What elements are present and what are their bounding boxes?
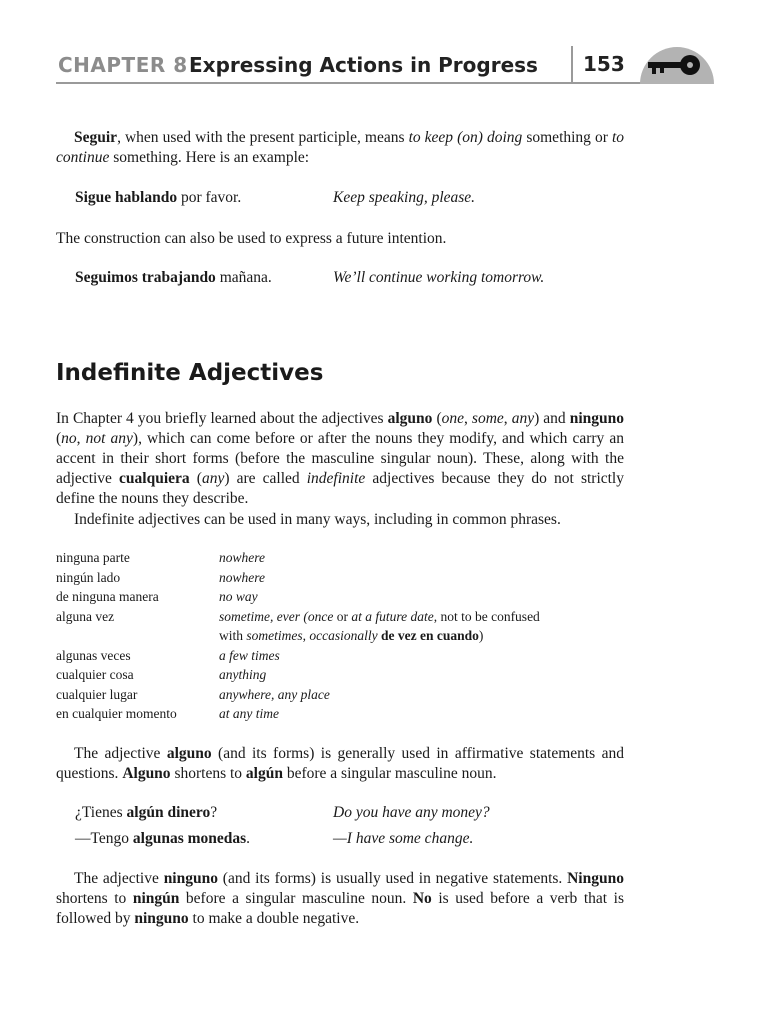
vocab-row — [56, 685, 636, 705]
example-bold: algunas monedas — [132, 830, 247, 847]
text-run: ( — [189, 470, 202, 487]
emphasis: not any — [85, 430, 133, 447]
vocab-spanish: cualquier lugar — [56, 686, 138, 702]
text-run: sometimes — [246, 628, 303, 643]
text-run: (and its forms) is usually used in negative statements. — [217, 870, 568, 887]
vocab-row — [56, 646, 636, 666]
emphasis: some — [471, 410, 504, 427]
emphasis: any — [511, 410, 535, 427]
text-run: In Chapter 4 you briefly learned about the adjectives — [56, 410, 388, 427]
emphasis: to keep (on) doing — [408, 129, 523, 146]
text-run: something or — [522, 129, 612, 146]
text-run: ) — [478, 628, 484, 643]
example-bold: Seguimos trabajando — [75, 269, 216, 286]
vocab-english: no way — [219, 589, 258, 604]
text-run: with — [219, 628, 247, 643]
text-run: adjectives because they do not strictly define the nouns they describe. — [56, 470, 624, 507]
vocab-english: nowhere — [219, 550, 265, 565]
vocab-spanish: algunas veces — [56, 647, 131, 663]
term: Alguno — [122, 765, 171, 782]
term: Ninguno — [567, 870, 624, 887]
text-run: shortens to — [56, 890, 133, 907]
seguir-paragraph — [56, 128, 624, 168]
example-english: —I have some change. — [333, 830, 474, 847]
example-spanish — [75, 188, 241, 208]
chapter-label: CHAPTER 8 — [58, 53, 188, 77]
example-spanish — [75, 829, 250, 849]
text-run: before a singular masculine noun. — [179, 890, 413, 907]
text-run: mañana. — [215, 269, 272, 286]
term: alguno — [387, 410, 433, 427]
text-run: sometime, ever ( — [219, 608, 308, 624]
vocab-english: anything — [219, 667, 267, 682]
ninguno-paragraph — [56, 869, 624, 929]
text-run: to make a double negative. — [188, 910, 360, 927]
example-english: Keep speaking, please. — [333, 189, 476, 206]
term: ningún — [132, 890, 180, 907]
future-sentence: The construction can also be used to express a future intention. — [56, 230, 447, 247]
vocab-spanish: cualquier cosa — [56, 667, 134, 682]
emphasis: one — [441, 410, 464, 427]
text-run: ( — [432, 410, 442, 427]
chapter-title: Expressing Actions in Progress — [189, 53, 538, 77]
text-run: once — [307, 608, 334, 624]
vocab-spanish: ninguna parte — [56, 550, 130, 565]
vocab-english — [219, 607, 629, 646]
vocab-list — [56, 548, 636, 724]
term: No — [412, 890, 432, 907]
vocab-row — [56, 548, 636, 568]
indefinite-paragraph — [56, 409, 624, 509]
term: ninguno — [134, 910, 189, 927]
vocab-english: at any time — [219, 706, 279, 721]
text-run: ) are called — [224, 470, 307, 487]
text-run: , — [302, 628, 310, 643]
term: cualquiera — [119, 470, 190, 487]
example-spanish — [75, 268, 272, 288]
text-run: , — [464, 410, 472, 427]
header-divider — [571, 46, 573, 82]
example-english: We’ll continue working tomorrow. — [333, 269, 545, 286]
seguir-term: Seguir — [74, 129, 118, 146]
alguno-paragraph — [56, 744, 624, 784]
text-run: ? — [210, 804, 218, 821]
text-run: ( — [56, 430, 62, 447]
text-run: or — [333, 608, 352, 624]
vocab-spanish: ningún lado — [56, 569, 121, 585]
text-run: shortens to — [170, 765, 246, 782]
vocab-row — [56, 587, 636, 607]
text-run: , when used with the present participle, means — [117, 129, 409, 146]
example-spanish — [75, 803, 217, 823]
key-icon — [640, 44, 714, 84]
text-run: . — [246, 830, 251, 847]
term: ninguno — [163, 870, 218, 887]
section-heading: Indefinite Adjectives — [56, 360, 324, 386]
term: ninguno — [569, 410, 625, 427]
vocab-english: anywhere, any place — [219, 686, 330, 702]
text-run: before a singular masculine noun. — [282, 765, 497, 782]
vocab-row — [56, 704, 636, 724]
text-run: (and its forms) is generally used in affirmative statements and questions. — [56, 745, 624, 782]
page-number: 153 — [583, 52, 625, 76]
vocab-row — [56, 607, 636, 646]
text-run: ¿Tienes — [75, 804, 127, 821]
text-run: —Tengo — [75, 830, 133, 847]
term: algún — [245, 765, 283, 782]
term: alguno — [166, 745, 212, 762]
vocab-english: nowhere — [219, 569, 265, 585]
text-run: at a future date — [351, 608, 434, 624]
vocab-spanish: en cualquier momento — [56, 706, 177, 721]
text-run: The adjective — [74, 745, 167, 762]
running-header — [56, 44, 712, 84]
term: de vez en cuando — [381, 628, 479, 643]
example-bold: algún dinero — [126, 804, 211, 821]
text-run: , — [76, 430, 86, 447]
text-run: something. Here is an example: — [109, 149, 310, 166]
emphasis: any — [201, 470, 225, 487]
text-run: por favor. — [177, 189, 242, 206]
text-run: The adjective — [74, 870, 164, 887]
text-run: , — [503, 410, 512, 427]
vocab-row — [56, 568, 636, 588]
vocab-spanish: de ninguna manera — [56, 589, 159, 604]
indefinite-paragraph-2: Indefinite adjectives can be used in many ways, including in common phrases. — [74, 511, 561, 528]
vocab-row — [56, 665, 636, 685]
emphasis: indefinite — [306, 470, 366, 487]
text-run: ) and — [534, 410, 570, 427]
text-run: , not to be confused — [433, 608, 540, 624]
header-rule — [56, 82, 656, 84]
emphasis: no — [61, 430, 77, 447]
example-english: Do you have any money? — [333, 804, 490, 821]
text-run: is used before a verb that is followed by — [56, 890, 624, 927]
emphasis: to continue — [56, 129, 624, 166]
text-run: ), which can come before or after the nouns they modify, and which carry an accent in their short forms (before the masculine singular noun). These, along with the adjective — [56, 430, 625, 487]
example-bold: Sigue hablando — [75, 189, 178, 206]
text-run: occasionally — [309, 628, 378, 643]
vocab-english: a few times — [219, 647, 280, 663]
vocab-spanish: alguna vez — [56, 608, 115, 624]
